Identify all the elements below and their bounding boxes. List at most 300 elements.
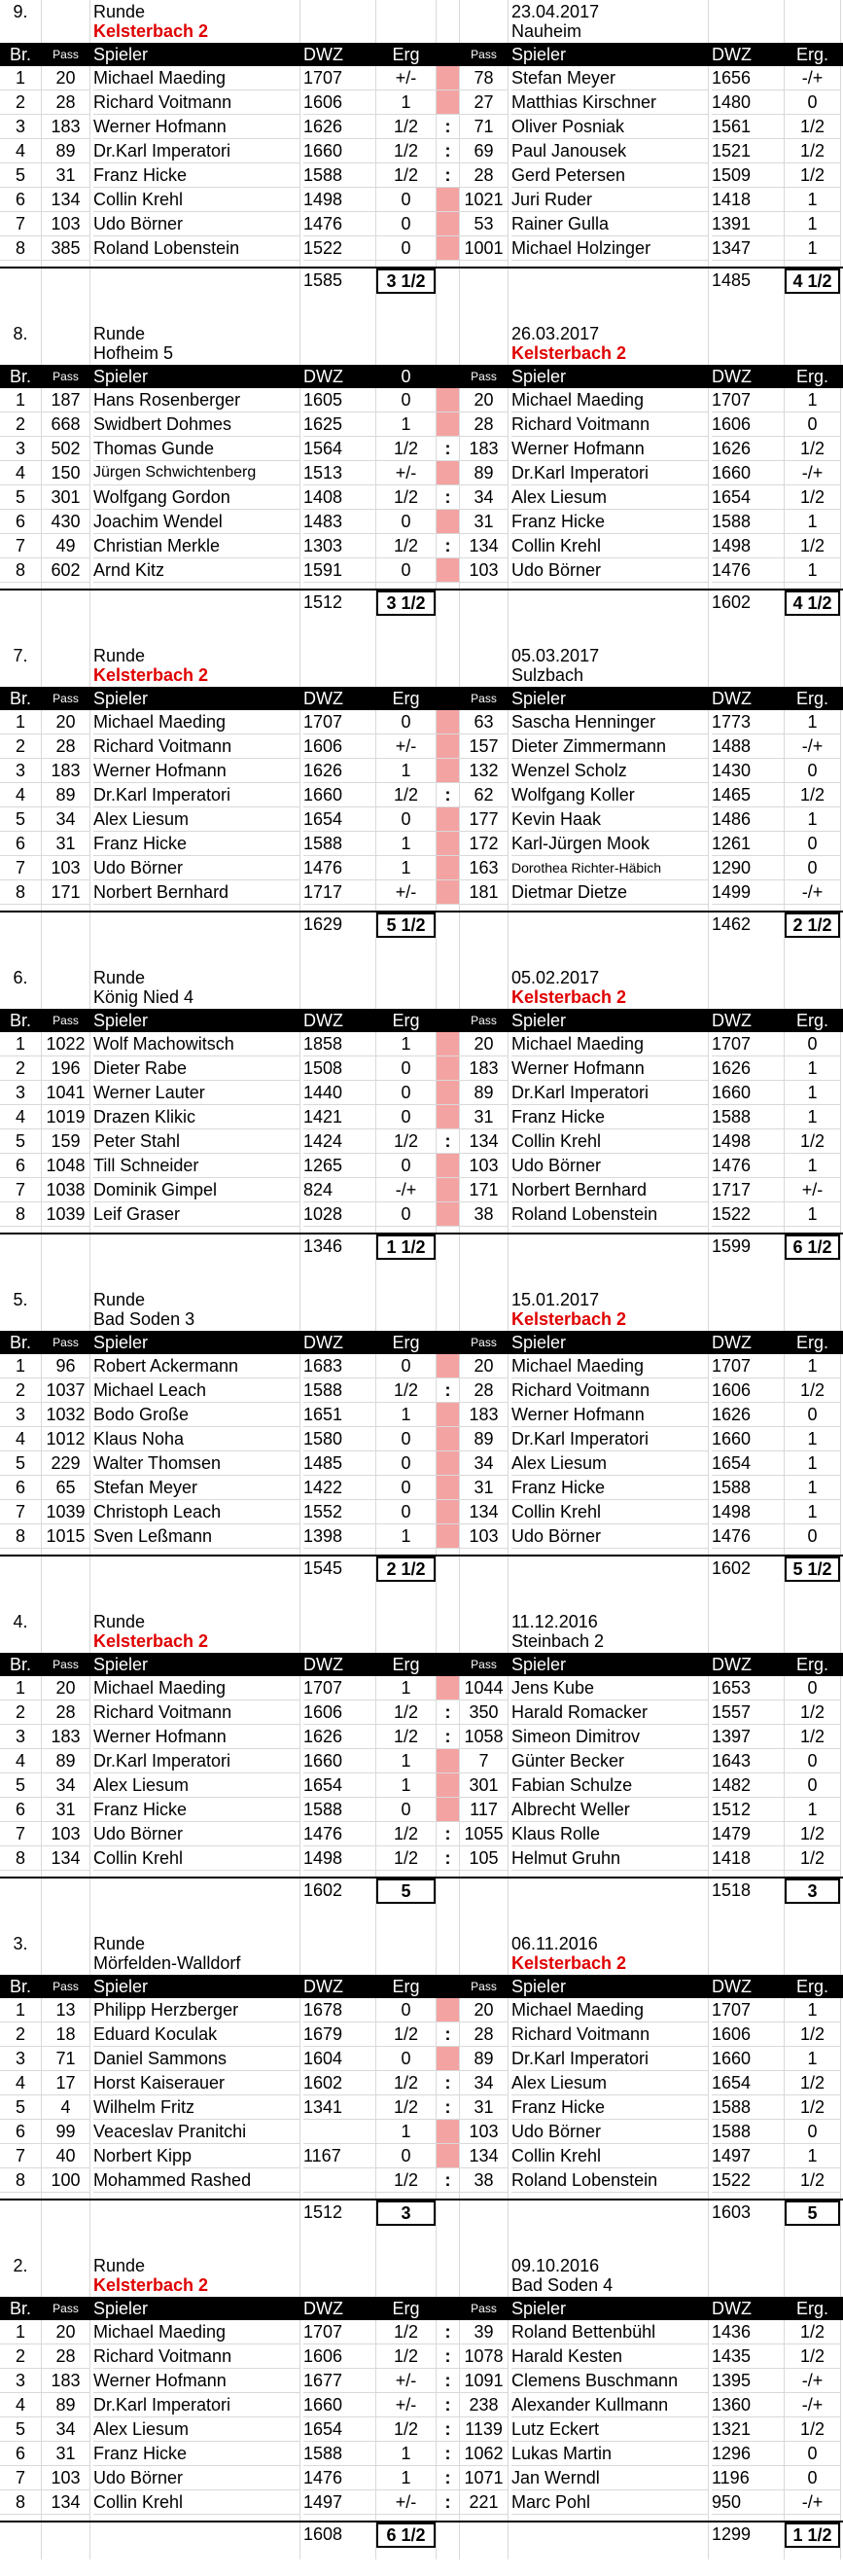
result-separator: : [437, 2344, 459, 2369]
round-number: 6. [13, 968, 28, 987]
dwz-average: 1462 [712, 914, 752, 934]
board-row [0, 2022, 843, 2046]
result-separator [437, 1202, 459, 1227]
team-score: 5 [785, 2200, 840, 2226]
result: 0 [376, 1476, 436, 1500]
header-br: Br. [9, 2299, 31, 2318]
dwz-rating: 1656 [712, 66, 784, 90]
board-number: 1 [0, 710, 41, 734]
header-br: Br. [9, 689, 31, 708]
header-spieler: Spieler [511, 1011, 567, 1030]
board-row [0, 856, 843, 879]
team-score: 3 [376, 2200, 436, 2226]
player-name: Drazen Klikic [93, 1105, 299, 1129]
result-separator: : [437, 2369, 459, 2393]
dwz-rating: 1588 [303, 832, 375, 856]
teams-line [0, 1951, 843, 1975]
pass-number: 177 [460, 807, 508, 832]
result: 1 [785, 1105, 840, 1129]
result-separator: : [437, 437, 459, 461]
dwz-rating: 1606 [303, 2344, 375, 2369]
player-name: Michael Holzinger [511, 236, 708, 261]
result: 1/2 [376, 2417, 436, 2442]
pass-number: 1041 [42, 1081, 89, 1105]
teams-line [0, 663, 843, 687]
header-pass: Pass [471, 370, 497, 383]
player-name: Kevin Haak [511, 807, 708, 832]
board-number: 8 [0, 236, 41, 261]
player-name: Dieter Zimmermann [511, 734, 708, 759]
header-br: Br. [9, 1011, 31, 1030]
dwz-rating: 1588 [712, 510, 784, 534]
player-name: Collin Krehl [93, 188, 299, 212]
result: 1/2 [376, 2095, 436, 2120]
round-block [0, 1932, 843, 2254]
result: 1 [785, 510, 840, 534]
dwz-rating: 1421 [303, 1105, 375, 1129]
dwz-rating [303, 2120, 375, 2144]
header-spieler: Spieler [93, 689, 149, 708]
dwz-rating: 1303 [303, 534, 375, 558]
result: 1 [785, 1154, 840, 1178]
dwz-rating: 1717 [303, 880, 375, 905]
pass-number: 71 [42, 2047, 89, 2071]
pass-number: 100 [42, 2168, 89, 2193]
dwz-average: 1602 [712, 592, 752, 612]
dwz-rating: 1773 [712, 710, 784, 734]
pass-number: 1071 [460, 2466, 508, 2490]
dwz-rating: 1321 [712, 2417, 784, 2442]
player-name: Jürgen Schwichtenberg [93, 461, 299, 485]
player-name: Daniel Sammons [93, 2047, 299, 2071]
dwz-rating: 1476 [303, 856, 375, 880]
result: 1 [785, 188, 840, 212]
dwz-rating: 1591 [303, 558, 375, 583]
result-separator: : [437, 2417, 459, 2442]
dwz-rating: 1476 [712, 1154, 784, 1178]
dwz-rating: 1606 [303, 734, 375, 759]
board-number: 5 [0, 1129, 41, 1154]
header-erg: Erg [392, 1977, 420, 1996]
result: 1 [785, 1500, 840, 1524]
board-row [0, 66, 843, 89]
dwz-rating: 1643 [712, 1749, 784, 1773]
board-number: 6 [0, 188, 41, 212]
result: 1/2 [785, 1725, 840, 1749]
board-number: 2 [0, 412, 41, 437]
dwz-rating: 1476 [303, 1822, 375, 1846]
round-date: 06.11.2016 [511, 1934, 598, 1953]
right-team: Kelsterbach 2 [511, 343, 627, 363]
player-name: Franz Hicke [511, 1105, 708, 1129]
board-row [0, 90, 843, 114]
dwz-rating: 1508 [303, 1056, 375, 1081]
team-score: 4 1/2 [785, 590, 840, 616]
pass-number: 89 [460, 1081, 508, 1105]
dwz-rating: 1606 [712, 1378, 784, 1403]
dwz-rating: 1196 [712, 2466, 784, 2490]
player-name: Franz Hicke [511, 1476, 708, 1500]
totals-row [0, 911, 843, 936]
board-number: 6 [0, 2120, 41, 2144]
result: 0 [785, 1403, 840, 1427]
pass-number: 38 [460, 1202, 508, 1227]
board-row [0, 1378, 843, 1402]
result-separator [437, 710, 459, 734]
pass-number: 1019 [42, 1105, 89, 1129]
dwz-rating: 1436 [712, 2320, 784, 2344]
result: 1/2 [376, 2320, 436, 2344]
result: 0 [785, 1524, 840, 1549]
pass-number: 1001 [460, 236, 508, 261]
board-row [0, 163, 843, 187]
totals-row [0, 1877, 843, 1902]
dwz-rating: 1588 [303, 1378, 375, 1403]
round-number: 3. [13, 1934, 28, 1953]
dwz-rating: 824 [303, 1178, 375, 1202]
board-row [0, 2168, 843, 2192]
dwz-rating: 1717 [712, 1178, 784, 1202]
player-name: Franz Hicke [93, 2442, 299, 2466]
player-name: Oliver Posniak [511, 115, 708, 139]
player-name: Michael Maeding [511, 1998, 708, 2022]
pass-number: 1012 [42, 1427, 89, 1451]
round-date: 05.03.2017 [511, 646, 600, 665]
result: 1/2 [376, 1725, 436, 1749]
team-score: 2 1/2 [376, 1556, 436, 1582]
round-date: 23.04.2017 [511, 2, 600, 21]
result-separator: : [437, 2442, 459, 2466]
player-name: Franz Hicke [93, 163, 299, 188]
player-name: Thomas Gunde [93, 437, 299, 461]
board-number: 2 [0, 90, 41, 115]
team-score: 3 [785, 1878, 840, 1904]
result-separator [437, 1676, 459, 1700]
dwz-average: 1485 [712, 270, 752, 290]
result-separator [437, 759, 459, 783]
pass-number: 13 [42, 1998, 89, 2022]
result: 1 [785, 1476, 840, 1500]
round-number: 4. [13, 1612, 28, 1631]
header-dwz: DWZ [712, 2299, 752, 2318]
result-separator: : [437, 783, 459, 807]
result: 1/2 [785, 1822, 840, 1846]
result: 1/2 [785, 2320, 840, 2344]
header-spieler: Spieler [93, 367, 149, 386]
player-name: Walter Thomsen [93, 1451, 299, 1476]
column-header [0, 1653, 843, 1676]
player-name: Alex Liesum [93, 1773, 299, 1798]
result-separator [437, 832, 459, 856]
pass-number: 134 [460, 534, 508, 558]
dwz-average: 1602 [303, 1880, 343, 1900]
header-spieler: Spieler [93, 45, 149, 64]
pass-number: 99 [42, 2120, 89, 2144]
board-row [0, 2393, 843, 2416]
header-dwz: DWZ [303, 1977, 343, 1996]
player-name: Michael Maeding [511, 388, 708, 412]
left-team: Kelsterbach 2 [93, 665, 209, 685]
header-dwz: DWZ [303, 1333, 343, 1352]
result: 0 [376, 388, 436, 412]
board-row [0, 461, 843, 484]
player-name: Udo Börner [511, 1154, 708, 1178]
player-name: Fabian Schulze [511, 1773, 708, 1798]
result: 1/2 [376, 115, 436, 139]
result-separator: : [437, 163, 459, 188]
result: 1/2 [376, 1846, 436, 1871]
result-separator [437, 1798, 459, 1822]
header-erg: Erg. [795, 689, 828, 708]
dwz-rating: 1707 [303, 710, 375, 734]
dwz-rating: 1660 [303, 2393, 375, 2417]
pass-number: 1032 [42, 1403, 89, 1427]
pass-number: 89 [42, 1749, 89, 1773]
dwz-rating: 1626 [712, 437, 784, 461]
player-name: Wolfgang Koller [511, 783, 708, 807]
result: 0 [376, 1354, 436, 1378]
dwz-rating: 1418 [712, 1846, 784, 1871]
result-separator [437, 807, 459, 832]
player-name: Collin Krehl [511, 534, 708, 558]
result: 1/2 [376, 485, 436, 510]
header-spieler: Spieler [93, 1655, 149, 1674]
dwz-rating: 1028 [303, 1202, 375, 1227]
round-number: 9. [13, 2, 28, 21]
player-name: Roland Lobenstein [93, 236, 299, 261]
dwz-rating: 1606 [303, 90, 375, 115]
board-row [0, 388, 843, 411]
pass-number: 1039 [42, 1202, 89, 1227]
column-header [0, 365, 843, 388]
pass-number: 20 [42, 710, 89, 734]
team-score: 5 1/2 [376, 912, 436, 938]
pass-number: 31 [42, 163, 89, 188]
pass-number: 229 [42, 1451, 89, 1476]
dwz-rating: 1408 [303, 485, 375, 510]
right-team: Kelsterbach 2 [511, 1309, 627, 1329]
player-name: Marc Pohl [511, 2490, 708, 2515]
header-pass: Pass [53, 2302, 79, 2315]
dwz-average: 1346 [303, 1236, 343, 1256]
dwz-rating: 1498 [303, 188, 375, 212]
column-header [0, 2297, 843, 2320]
board-number: 4 [0, 139, 41, 163]
right-team: Bad Soden 4 [511, 2275, 614, 2295]
round-block [0, 0, 843, 322]
board-number: 2 [0, 1056, 41, 1081]
dwz-average: 1545 [303, 1558, 343, 1578]
player-name: Robert Ackermann [93, 1354, 299, 1378]
team-score: 4 1/2 [785, 268, 840, 294]
result-separator [437, 1427, 459, 1451]
result: 1/2 [376, 783, 436, 807]
pass-number: 31 [42, 832, 89, 856]
result-separator: : [437, 2466, 459, 2490]
board-number: 2 [0, 1378, 41, 1403]
dwz-rating: 1480 [712, 90, 784, 115]
player-name: Werner Hofmann [511, 1056, 708, 1081]
board-number: 4 [0, 461, 41, 485]
header-pass: Pass [53, 48, 79, 61]
board-number: 3 [0, 2047, 41, 2071]
player-name: Collin Krehl [93, 2490, 299, 2515]
pass-number: 350 [460, 1700, 508, 1725]
player-name: Horst Kaiserauer [93, 2071, 299, 2095]
result: 1 [376, 1524, 436, 1549]
left-team: Kelsterbach 2 [93, 2275, 209, 2295]
result: 0 [376, 1500, 436, 1524]
player-name: Richard Voitmann [511, 2022, 708, 2047]
result: 1 [785, 1354, 840, 1378]
pass-number: 31 [460, 1105, 508, 1129]
player-name: Roland Lobenstein [511, 2168, 708, 2193]
board-row [0, 2071, 843, 2094]
board-number: 1 [0, 66, 41, 90]
header-pass: Pass [471, 48, 497, 61]
board-row [0, 188, 843, 211]
result: 1/2 [376, 2022, 436, 2047]
dwz-rating: 1499 [712, 880, 784, 905]
pass-number: 20 [42, 2320, 89, 2344]
round-date: 09.10.2016 [511, 2256, 600, 2275]
pass-number: 20 [460, 1032, 508, 1056]
board-row [0, 1032, 843, 1055]
totals-row [0, 2521, 843, 2546]
dwz-rating: 1660 [712, 2047, 784, 2071]
player-name: Udo Börner [93, 856, 299, 880]
result: 1/2 [376, 1822, 436, 1846]
board-row [0, 880, 843, 904]
pass-number: 150 [42, 461, 89, 485]
result-separator: : [437, 139, 459, 163]
dwz-rating: 1341 [303, 2095, 375, 2120]
pass-number: 39 [460, 2320, 508, 2344]
header-spieler: Spieler [93, 1977, 149, 1996]
player-name: Alex Liesum [511, 485, 708, 510]
pass-number: 28 [460, 163, 508, 188]
team-score: 3 1/2 [376, 590, 436, 616]
dwz-rating: 1552 [303, 1500, 375, 1524]
header-spieler: Spieler [93, 1333, 149, 1352]
player-name: Franz Hicke [93, 832, 299, 856]
round-number: 8. [13, 324, 28, 343]
board-row [0, 710, 843, 733]
result: 1/2 [785, 1700, 840, 1725]
player-name: Dr.Karl Imperatori [93, 783, 299, 807]
dwz-rating [303, 2168, 375, 2193]
pass-number: 1038 [42, 1178, 89, 1202]
dwz-rating: 1476 [712, 558, 784, 583]
result: +/- [376, 2393, 436, 2417]
header-pass: Pass [471, 1014, 497, 1027]
player-name: Dorothea Richter-Häbich [511, 856, 708, 880]
dwz-rating: 950 [712, 2490, 784, 2515]
player-name: Werner Lauter [93, 1081, 299, 1105]
pass-number: 157 [460, 734, 508, 759]
pass-number: 502 [42, 437, 89, 461]
player-name: Christian Merkle [93, 534, 299, 558]
pass-number: 183 [42, 2369, 89, 2393]
dwz-rating: 1588 [303, 2442, 375, 2466]
result: 1/2 [376, 2071, 436, 2095]
dwz-rating: 1522 [303, 236, 375, 261]
player-name: Dr.Karl Imperatori [93, 1749, 299, 1773]
result: 1/2 [785, 2168, 840, 2193]
round-block [0, 1288, 843, 1610]
board-row [0, 1403, 843, 1426]
player-name: Udo Börner [93, 2466, 299, 2490]
dwz-rating: 1482 [712, 1773, 784, 1798]
board-number: 5 [0, 2417, 41, 2442]
result: 1 [376, 2466, 436, 2490]
result-separator [437, 388, 459, 412]
pass-number: 1058 [460, 1725, 508, 1749]
result-separator [437, 461, 459, 485]
team-score: 5 [376, 1878, 436, 1904]
board-row [0, 558, 843, 582]
result-separator [437, 1451, 459, 1476]
header-erg: Erg. [795, 45, 828, 64]
dwz-average: 1602 [712, 1558, 752, 1578]
player-name: Norbert Bernhard [511, 1178, 708, 1202]
result: 0 [376, 510, 436, 534]
result: 1 [376, 2120, 436, 2144]
player-name: Werner Hofmann [511, 1403, 708, 1427]
dwz-rating: 1588 [712, 1105, 784, 1129]
dwz-rating: 1564 [303, 437, 375, 461]
pass-number: 20 [460, 1354, 508, 1378]
dwz-rating: 1424 [303, 1129, 375, 1154]
result-separator: : [437, 1822, 459, 1846]
pass-number: 18 [42, 2022, 89, 2047]
right-team: Sulzbach [511, 665, 584, 685]
pass-number: 34 [460, 2071, 508, 2095]
left-team: Kelsterbach 2 [93, 1631, 209, 1651]
board-row [0, 2120, 843, 2143]
result: 1/2 [785, 534, 840, 558]
dwz-rating: 1604 [303, 2047, 375, 2071]
pass-number: 196 [42, 1056, 89, 1081]
pass-number: 31 [42, 2442, 89, 2466]
right-team: Steinbach 2 [511, 1631, 605, 1651]
dwz-average: 1608 [303, 2524, 343, 2544]
header-dwz: DWZ [712, 1333, 752, 1352]
dwz-rating: 1588 [712, 2095, 784, 2120]
pass-number: 1021 [460, 188, 508, 212]
header-dwz: DWZ [303, 1655, 343, 1674]
dwz-rating: 1654 [303, 807, 375, 832]
header-erg: Erg. [795, 2299, 828, 2318]
result: 1 [785, 2047, 840, 2071]
player-name: Lukas Martin [511, 2442, 708, 2466]
pass-number: 20 [42, 66, 89, 90]
teams-line [0, 341, 843, 365]
round-number: 2. [13, 2256, 28, 2275]
result: 0 [376, 236, 436, 261]
result: +/- [376, 2490, 436, 2515]
pass-number: 28 [42, 734, 89, 759]
team-score: 2 1/2 [785, 912, 840, 938]
dwz-rating: 1498 [712, 1129, 784, 1154]
board-number: 7 [0, 856, 41, 880]
board-number: 4 [0, 1427, 41, 1451]
pass-number: 53 [460, 212, 508, 236]
dwz-rating: 1509 [712, 163, 784, 188]
pass-number: 28 [42, 90, 89, 115]
header-pass: Pass [53, 692, 79, 705]
header-spieler: Spieler [511, 1333, 567, 1352]
